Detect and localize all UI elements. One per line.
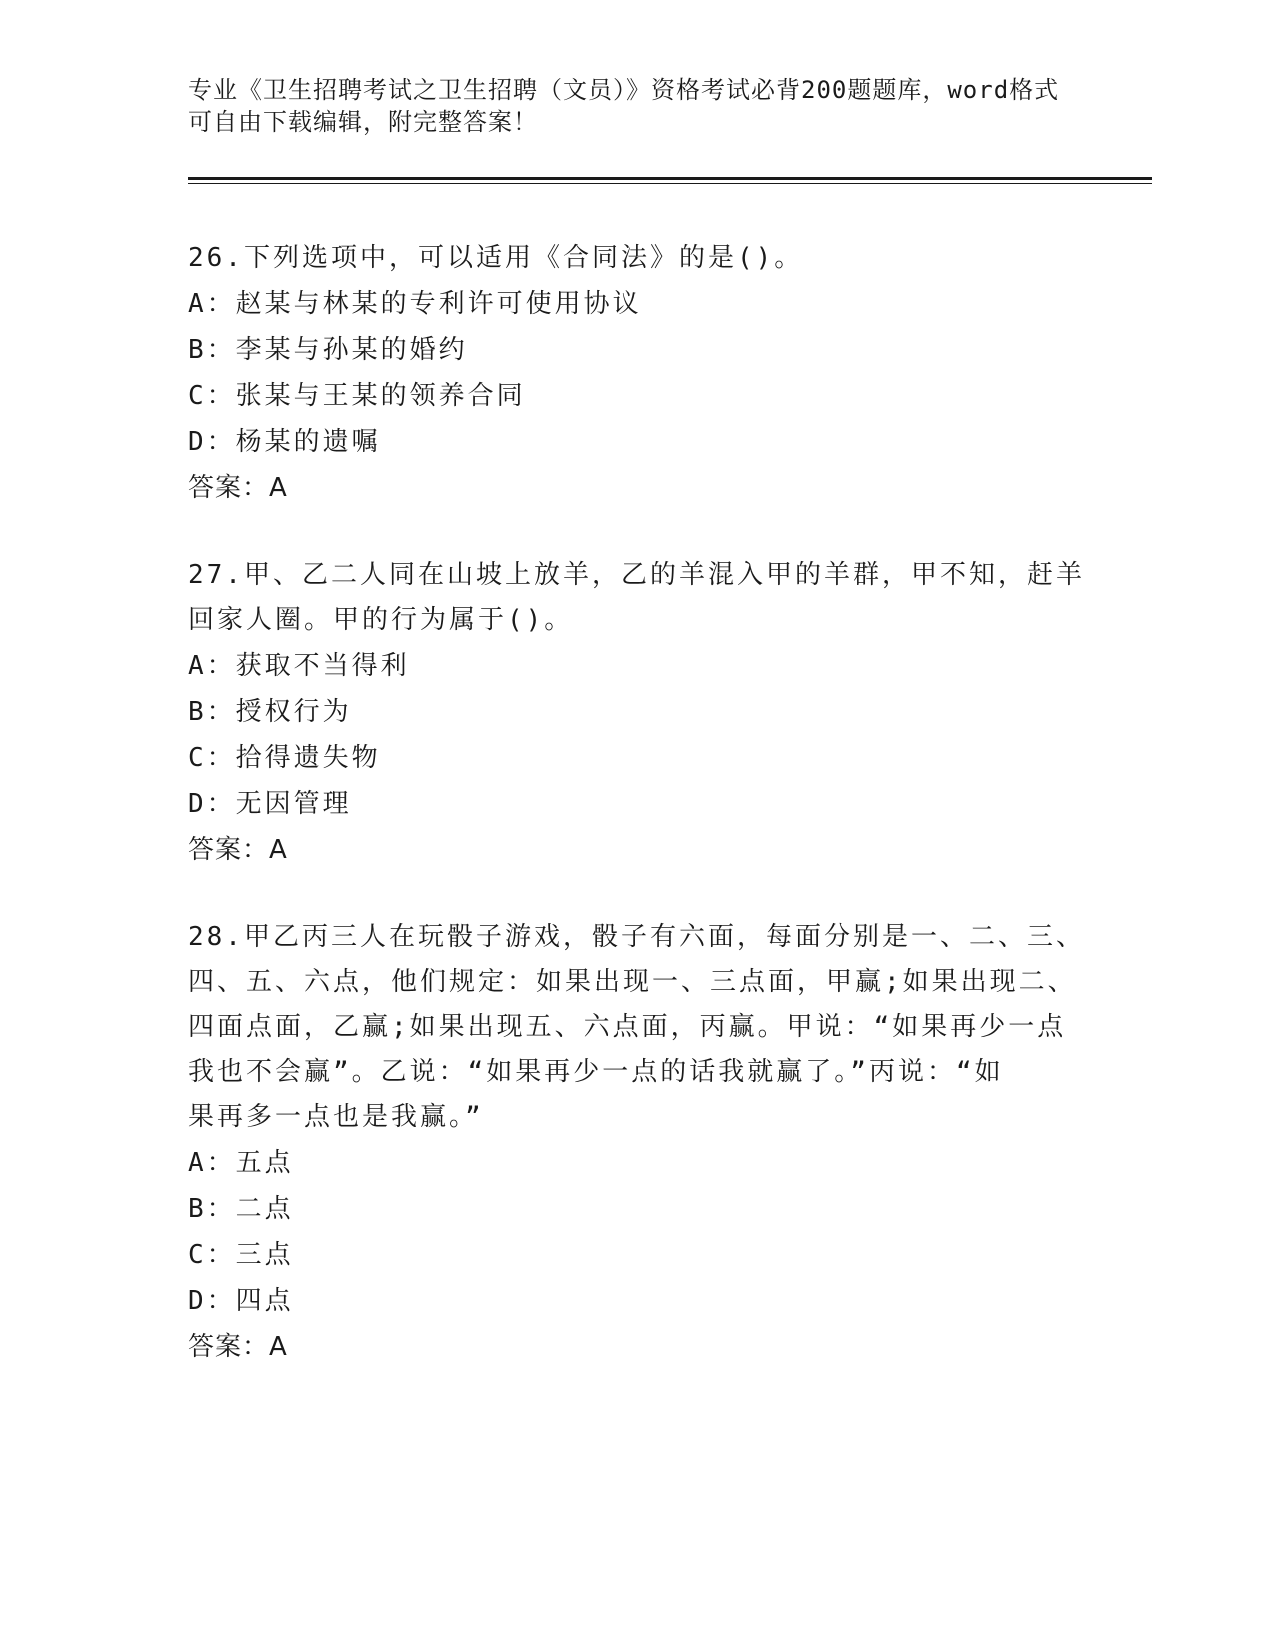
option-b: B：二点 — [188, 1194, 294, 1224]
answer-line: 答案：A — [188, 473, 288, 503]
question-text-line: 26.下列选项中，可以适用《合同法》的是()。 — [188, 243, 804, 273]
option-a: A：获取不当得利 — [188, 651, 410, 681]
header-line-1: 专业《卫生招聘考试之卫生招聘（文员）》资格考试必背200题题库，word格式 — [188, 76, 1060, 104]
option-b: B：授权行为 — [188, 697, 352, 727]
option-a: A：五点 — [188, 1148, 294, 1178]
option-c: C：三点 — [188, 1240, 294, 1270]
question-text-line: 我也不会赢”。乙说：“如果再少一点的话我就赢了。”丙说：“如 — [188, 1057, 1004, 1087]
option-d: D：无因管理 — [188, 789, 352, 819]
question-list — [188, 236, 1088, 1370]
question-text-line: 28.甲乙丙三人在玩骰子游戏，骰子有六面，每面分别是一、二、三、 — [188, 922, 1085, 952]
question-text-line: 果再多一点也是我赢。” — [188, 1102, 484, 1132]
answer-line: 答案：A — [188, 1332, 288, 1362]
document-header — [188, 74, 1068, 138]
option-b: B：李某与孙某的婚约 — [188, 335, 468, 365]
header-divider-thick — [188, 177, 1152, 180]
question-27 — [188, 553, 1088, 873]
header-line-2: 可自由下载编辑，附完整答案！ — [188, 108, 538, 136]
answer-line: 答案：A — [188, 835, 288, 865]
question-text-line: 四、五、六点，他们规定：如果出现一、三点面，甲赢;如果出现二、 — [188, 967, 1077, 997]
question-text-line: 四面点面，乙赢;如果出现五、六点面，丙赢。甲说：“如果再少一点 — [188, 1012, 1067, 1042]
option-c: C：张某与王某的领养合同 — [188, 381, 526, 411]
question-spacer — [188, 873, 1088, 915]
question-26 — [188, 236, 1088, 511]
option-d: D：杨某的遗嘱 — [188, 427, 381, 457]
question-text-line: 27.甲、乙二人同在山坡上放羊，乙的羊混入甲的羊群，甲不知，赶羊 — [188, 560, 1085, 590]
question-spacer — [188, 511, 1088, 553]
option-c: C：拾得遗失物 — [188, 743, 381, 773]
option-a: A：赵某与林某的专利许可使用协议 — [188, 289, 642, 319]
question-text-line: 回家人圈。甲的行为属于()。 — [188, 605, 574, 635]
header-divider-thin — [188, 183, 1152, 184]
question-28 — [188, 915, 1088, 1370]
option-d: D：四点 — [188, 1286, 294, 1316]
